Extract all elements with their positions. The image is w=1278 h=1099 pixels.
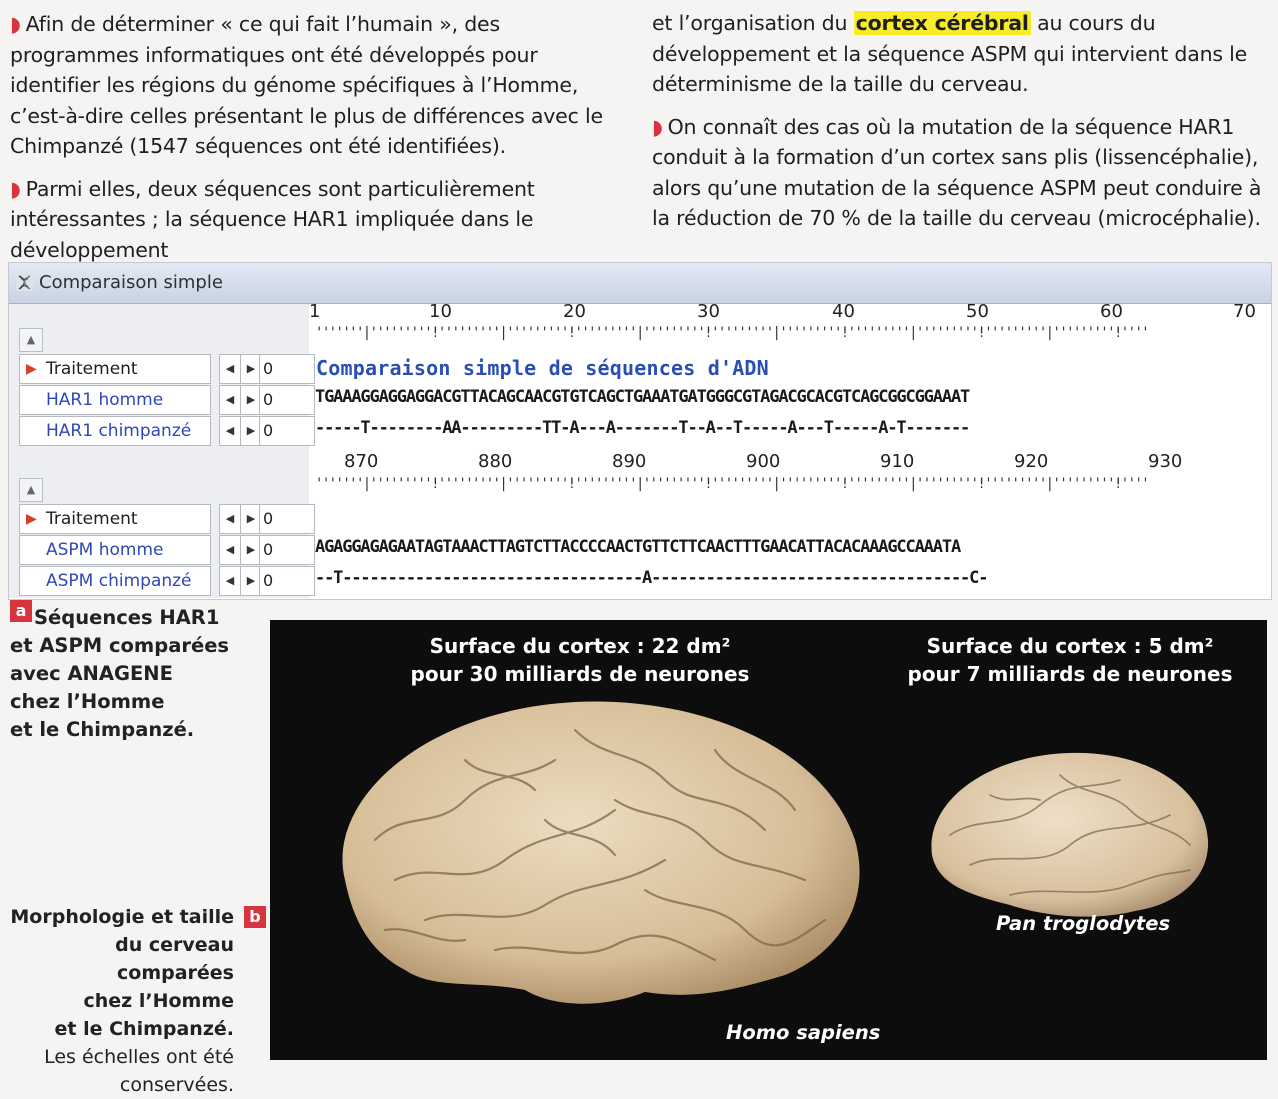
bullet-icon: ◗ xyxy=(10,12,21,36)
human-species-name: Homo sapiens xyxy=(726,1021,881,1044)
aspm-homme-sequence: AGAGGAGAGAATAGTAAACTTAGTCTTACCCCAACTGTTCTTCAACTTTGAACATTACACAAAGCCAAATA xyxy=(315,537,961,557)
paragraph-2 xyxy=(10,174,610,266)
paragraph-1 xyxy=(10,9,610,162)
har1-homme-sequence: TGAAAGGAGGAGGACGTTACAGCAACGTGTCAGCTGAAATGATGGGCGTAGACGCACGTCAGCGGCGGAAAT xyxy=(315,387,970,407)
chimp-brain-image xyxy=(920,745,1220,925)
caption-b: Morphologie et taille du cerveau comparées chez l’Homme et le Chimpanzé. Les échelles ont été conservées. xyxy=(10,906,234,1096)
scroll-left-button[interactable]: ◀ xyxy=(219,535,241,565)
scroll-left-button[interactable]: ◀ xyxy=(219,354,241,384)
caption-a-badge: a xyxy=(10,600,32,622)
scroll-left-button[interactable]: ◀ xyxy=(219,504,241,534)
scroll-right-button[interactable]: ▶ xyxy=(240,504,262,534)
scroll-right-button[interactable]: ▶ xyxy=(240,416,262,446)
human-cortex-header: Surface du cortex : 22 dm² pour 30 milliards de neurones xyxy=(410,634,750,686)
caption-b-badge: b xyxy=(244,906,266,928)
bullet-icon: ◗ xyxy=(10,176,21,201)
block1-scroll-up-button[interactable]: ▲ xyxy=(19,328,43,352)
block2-scroll-up-button[interactable]: ▲ xyxy=(19,478,43,502)
window-titlebar[interactable] xyxy=(9,263,1271,304)
paragraph-4 xyxy=(652,112,1270,234)
bullet-icon: ◗ xyxy=(652,114,663,139)
window-title: Comparaison simple xyxy=(39,272,223,293)
aspm-chimpanze-sequence: --T---------------------------------A-----------------------------------C- xyxy=(315,568,988,588)
position-field[interactable]: 0 xyxy=(259,504,315,534)
comparison-window: Comparaison simple ▲ ▶ Traitement ◀ ▶ 0 HAR1 homme ◀ ▶ 0 HAR1 chimpanzé ◀ ▶ 0 1 10 20 30 40 50 60 70 '''''''|'''''''''!'''''''''|'''''''''!'''''''''|'''''''''!'''''''''|'''''''''!'''''''''|'''''''''!'''''''''|'''''''''!'''' Comparaison simple de séquences d'ADN TGAAAGGAGGAGGACGTTACAGCAACGTGTCAGCTGAAATGATGGGCGTAGACGCACGTCAGCGGCGGAAAT -----T--------AA---------TT-A---A-------T--A--T-----A---T-----A-T------- ▲ ▶ Traitement ◀ ▶ 0 ASPM homme ◀ ▶ 0 ASPM chimpanzé ◀ ▶ 0 870 880 890 900 910 920 930 '''''''|'''''''''!'''''''''|'''''''''!'''''''''|'''''''''!'''''''''|'''''''''!'''''''''|'''''''''!'''''''''|'''''''''!'''' AGAGGAGAGAATAGTAAACTTAGTCTTACCCCAACTGTTCTTCAACTTTGAACATTACACAAAGCCAAATA --T---------------------------------A-----------------------------------C- xyxy=(8,262,1272,600)
intro-right-column xyxy=(652,8,1270,234)
highlight-cortex: cortex cérébral xyxy=(855,11,1029,35)
har1-chimpanze-sequence: -----T--------AA---------TT-A---A-------T--A--T-----A---T-----A-T------- xyxy=(315,418,970,438)
position-field[interactable]: 0 xyxy=(259,385,315,415)
selected-row-marker-icon: ▶ xyxy=(26,361,37,377)
scroll-right-button[interactable]: ▶ xyxy=(240,385,262,415)
selected-row-marker-icon: ▶ xyxy=(26,511,37,527)
sequence-panel-title: Comparaison simple de séquences d'ADN xyxy=(316,356,769,380)
intro-left-column xyxy=(10,9,610,265)
chimp-cortex-header: Surface du cortex : 5 dm² pour 7 milliards de neurones xyxy=(907,634,1233,686)
dna-app-icon xyxy=(16,274,33,291)
scroll-right-button[interactable]: ▶ xyxy=(240,354,262,384)
paragraph-3: et l’organisation du cortex cérébral au cours du développement et la séquence ASPM qui intervient dans le déterminisme de la taille du cerveau. xyxy=(652,11,1248,96)
scroll-left-button[interactable]: ◀ xyxy=(219,566,241,596)
scroll-left-button[interactable]: ◀ xyxy=(219,385,241,415)
position-field[interactable]: 0 xyxy=(259,566,315,596)
block2-ruler: '''''''|'''''''''!'''''''''|'''''''''!'''''''''|'''''''''!'''''''''|'''''''''!'''''''''|'''''''''!'''''''''|'''''''''!'''' xyxy=(315,476,1149,492)
paragraph-1-text: Afin de déterminer « ce qui fait l’humain », des programmes informatiques ont été développés pour identifier les régions du génome spécifiques à l’Homme, c’est-à-dire celles présentant le plus de différences avec le Chimpanzé (1547 séquences ont été identifiées). xyxy=(10,12,603,158)
block1-ruler: '''''''|'''''''''!'''''''''|'''''''''!'''''''''|'''''''''!'''''''''|'''''''''!'''''''''|'''''''''!'''''''''|'''''''''!'''' xyxy=(315,325,1149,341)
paragraph-2-text: Parmi elles, deux séquences sont particulièrement intéressantes ; la séquence HAR1 impliquée dans le développement xyxy=(10,176,535,262)
brain-comparison-photo xyxy=(270,620,1267,1060)
scroll-right-button[interactable]: ▶ xyxy=(240,535,262,565)
position-field[interactable]: 0 xyxy=(259,416,315,446)
scroll-left-button[interactable]: ◀ xyxy=(219,416,241,446)
position-field[interactable]: 0 xyxy=(259,535,315,565)
paragraph-4-text: On connaît des cas où la mutation de la séquence HAR1 conduit à la formation d’un cortex sans plis (lissencéphalie), alors qu’une mutation de la séquence ASPM peut conduire à la réduction de 70 % de la taille du cerveau (microcéphalie). xyxy=(652,114,1262,230)
caption-a: Séquences HAR1 et ASPM comparées avec ANAGENE chez l’Homme et le Chimpanzé. xyxy=(10,606,230,741)
chimp-species-name: Pan troglodytes xyxy=(996,912,1171,935)
human-brain-image xyxy=(315,690,875,1010)
position-field[interactable]: 0 xyxy=(259,354,315,384)
scroll-right-button[interactable]: ▶ xyxy=(240,566,262,596)
